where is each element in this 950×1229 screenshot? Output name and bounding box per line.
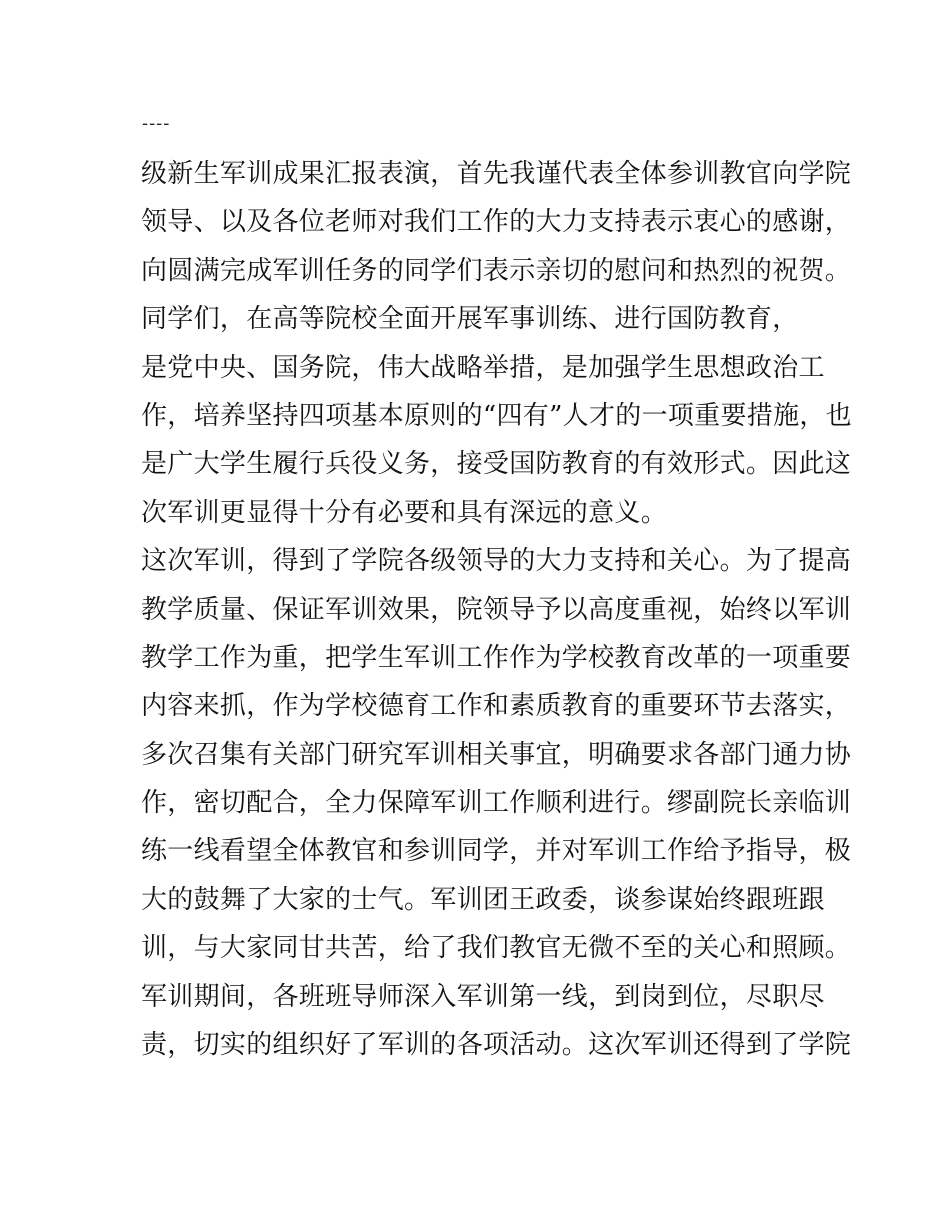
text-line: 级新生军训成果汇报表演，首先我谨代表全体参训教官向学院 bbox=[141, 159, 852, 189]
text-line: 是广大学生履行兵役义务，接受国防教育的有效形式。因此这 bbox=[141, 449, 852, 480]
text-line: 同学们，在高等院校全面开展军事训练、进行国防教育， bbox=[141, 304, 799, 335]
text-line: 这次军训，得到了学院各级领导的大力支持和关心。为了提高 bbox=[141, 546, 852, 577]
text-line: 领导、以及各位老师对我们工作的大力支持表示衷心的感谢， bbox=[141, 207, 852, 238]
text-line: 教学质量、保证军训效果，院领导予以高度重视，始终以军训 bbox=[141, 594, 852, 625]
text-line: 练一线看望全体教官和参训同学，并对军训工作给予指导，极 bbox=[141, 836, 852, 867]
text-line: 训，与大家同甘共苦，给了我们教官无微不至的关心和照顾。 bbox=[141, 933, 852, 964]
text-line: 教学工作为重，把学生军训工作作为学校教育改革的一项重要 bbox=[141, 642, 852, 673]
separator-line: ---- bbox=[142, 113, 171, 134]
body-text bbox=[141, 150, 852, 1069]
text-line: 作，培养坚持四项基本原则的“四有”人才的一项重要措施，也 bbox=[141, 400, 852, 431]
text-line: 军训期间，各班班导师深入军训第一线，到岗到位，尽职尽 bbox=[141, 981, 825, 1012]
text-line: 责，切实的组织好了军训的各项活动。这次军训还得到了学院 bbox=[141, 1030, 852, 1061]
text-line: 向圆满完成军训任务的同学们表示亲切的慰问和热烈的祝贺。 bbox=[141, 255, 852, 286]
text-line: 作，密切配合，全力保障军训工作顺利进行。缪副院长亲临训 bbox=[141, 788, 852, 819]
text-line: 内容来抓，作为学校德育工作和素质教育的重要环节去落实， bbox=[141, 691, 852, 722]
text-line: 多次召集有关部门研究军训相关事宜，明确要求各部门通力协 bbox=[141, 739, 852, 770]
text-line: 大的鼓舞了大家的士气。军训团王政委，谈参谋始终跟班跟 bbox=[141, 884, 825, 915]
text-line: 是党中央、国务院，伟大战略举措，是加强学生思想政治工 bbox=[141, 352, 825, 383]
text-line: 次军训更显得十分有必要和具有深远的意义。 bbox=[141, 497, 668, 528]
